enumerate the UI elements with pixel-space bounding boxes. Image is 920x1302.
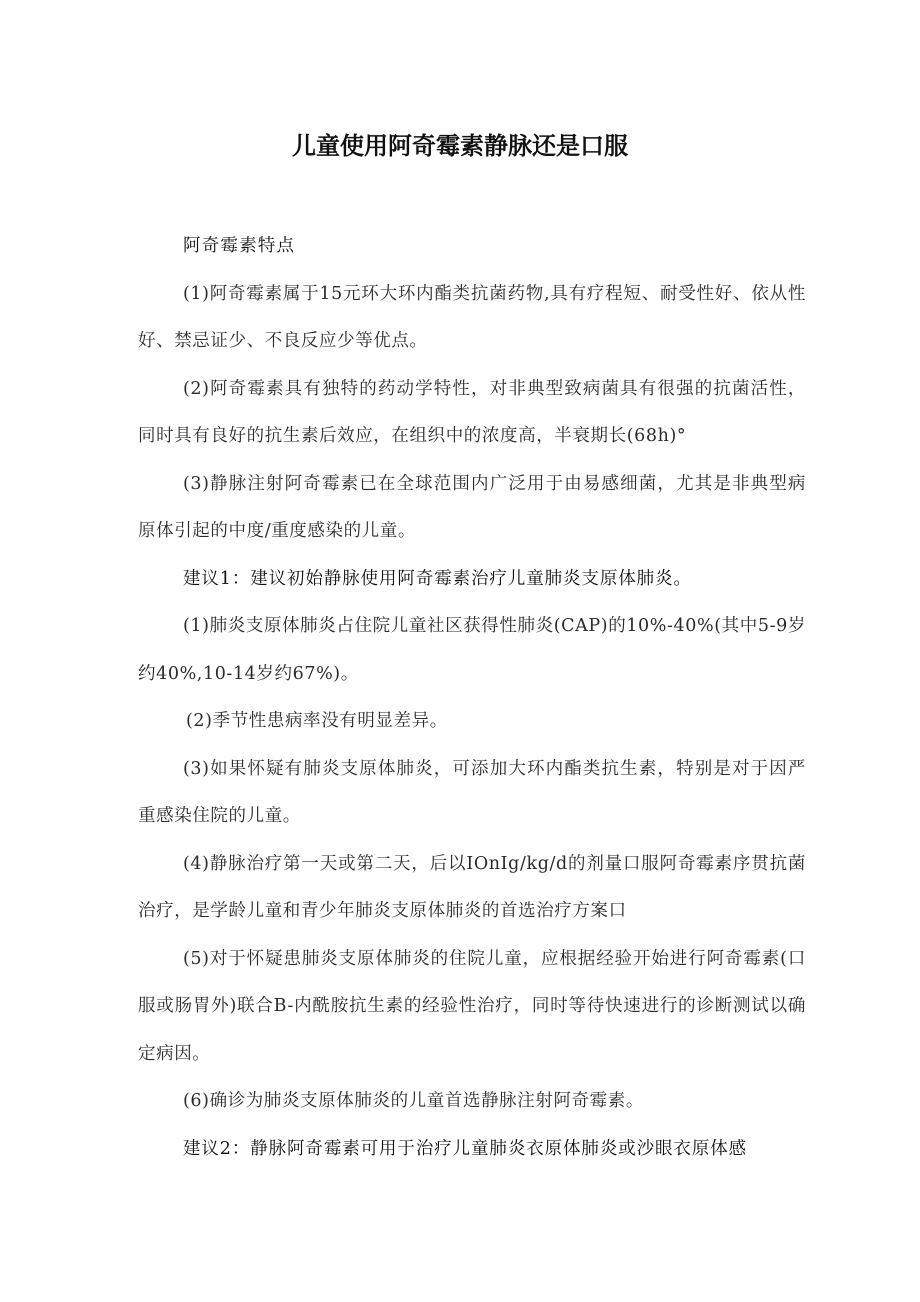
feature-item-3: (3)静脉注射阿奇霉素已在全球范围内广泛用于由易感细菌，尤其是非典型病原体引起的中度/重度感染的儿童。 (138, 473, 806, 541)
recommendation-1-item-2: (2)季节性患病率没有明显差异。 (186, 711, 448, 731)
recommendation-1-item-5: (5)对于怀疑患肺炎支原体肺炎的住院儿童，应根据经验开始进行阿奇霉素(口服或肠胃外)联合B-内酰胺抗生素的经验性治疗，同时等待快速进行的诊断测试以确定病因。 (138, 948, 806, 1064)
section-heading-features: 阿奇霉素特点 (183, 236, 296, 256)
recommendation-1-item-3: (3)如果怀疑有肺炎支原体肺炎，可添加大环内酯类抗生素，特别是对于因严重感染住院的儿童。 (138, 758, 806, 826)
recommendation-1-item-1: (1)肺炎支原体肺炎占住院儿童社区获得性肺炎(CAP)的10%-40%(其中5-9岁约40%,10-14岁约67%)。 (138, 616, 806, 684)
feature-item-2: (2)阿奇霉素具有独特的药动学特性，对非典型致病菌具有很强的抗菌活性，同时具有良好的抗生素后效应，在组织中的浓度高，半衰期长(68h)° (138, 378, 806, 446)
recommendation-1-item-4: (4)静脉治疗第一天或第二天，后以IOnIg/kg/d的剂量口服阿奇霉素序贯抗菌治疗，是学龄儿童和青少年肺炎支原体肺炎的首选治疗方案口 (138, 853, 806, 921)
recommendation-2-heading: 建议2：静脉阿奇霉素可用于治疗儿童肺炎衣原体肺炎或沙眼衣原体感 (183, 1138, 748, 1159)
feature-item-1: (1)阿奇霉素属于15元环大环内酯类抗菌药物,具有疗程短、耐受性好、依从性好、禁忌证少、不良反应少等优点。 (138, 283, 806, 351)
document-body (138, 223, 806, 1173)
recommendation-1-item-6: (6)确诊为肺炎支原体肺炎的儿童首选静脉注射阿奇霉素。 (183, 1091, 644, 1111)
document-title: 儿童使用阿奇霉素静脉还是口服 (292, 132, 628, 160)
recommendation-1-heading: 建议1：建议初始静脉使用阿奇霉素治疗儿童肺炎支原体肺炎。 (183, 568, 692, 589)
